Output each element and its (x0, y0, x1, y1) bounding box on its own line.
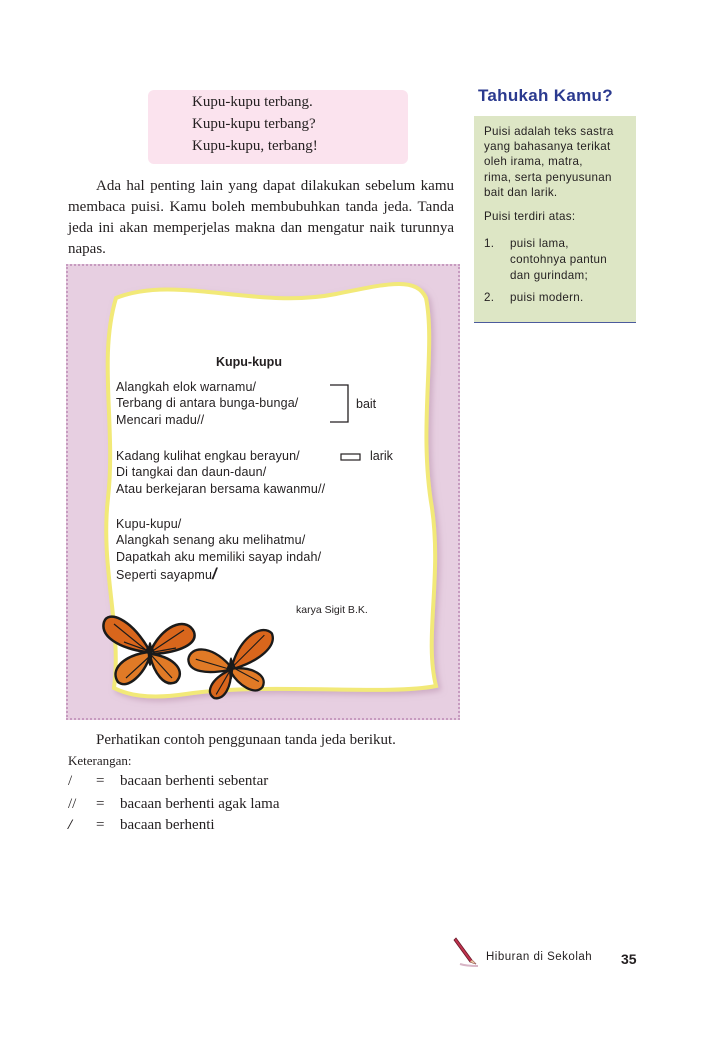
poem-line: Alangkah senang aku melihatmu/ (116, 533, 306, 547)
sidebar-item-1-num: 1. (484, 237, 495, 250)
legend-eq-3: = (96, 817, 105, 833)
larik-marker-icon (340, 452, 362, 462)
poem-line: Kadang kulihat engkau berayun/ (116, 449, 300, 463)
legend-desc-2: bacaan berhenti agak lama (120, 796, 280, 812)
quote-line-1: Kupu-kupu terbang. (192, 94, 313, 110)
legend-eq-1: = (96, 773, 105, 789)
keterangan-label: Keterangan: (68, 753, 132, 768)
quote-box (148, 90, 408, 164)
poem-line-text: Seperti sayapmu (116, 568, 213, 582)
page-number: 35 (621, 951, 637, 967)
pencil-icon (452, 934, 480, 968)
sidebar-item-1-line-3: dan gurindam; (510, 269, 589, 282)
sidebar-def-3: oleh irama, matra, (484, 155, 583, 168)
sidebar-def-2: yang bahasanya terikat (484, 140, 611, 153)
intro-paragraph (68, 176, 454, 260)
poem-line: Kupu-kupu/ (116, 517, 182, 531)
butterfly-icon (182, 624, 280, 700)
intro-text: Ada hal penting lain yang dapat dilakukan sebelum kamu membaca puisi. Kamu boleh membubuhkan tanda jeda. Tanda jeda ini akan memperjelas makna dan mengatur naik turunnya napas. (68, 178, 454, 257)
legend-symbol-2: // (68, 796, 77, 812)
poem-line: Terbang di antara bunga-bunga/ (116, 396, 299, 410)
legend-desc-1: bacaan berhenti sebentar (120, 773, 269, 789)
sidebar-def-1: Puisi adalah teks sastra (484, 125, 614, 138)
sidebar-item-1-line-1: puisi lama, (510, 237, 569, 250)
poem-line (116, 566, 217, 584)
sidebar-item-1-line-2: contohnya pantun (510, 253, 607, 266)
sidebar-def-4: rima, serta penyusunan (484, 171, 612, 184)
legend-symbol-1: / (68, 773, 73, 789)
legend-symbol-3: / (68, 817, 73, 833)
poem-line: Mencari madu// (116, 413, 205, 427)
sidebar-item-2-num: 2. (484, 291, 495, 304)
poem-title: Kupu-kupu (216, 355, 282, 369)
final-pause-mark: / (212, 566, 217, 583)
label-bait: bait (356, 397, 377, 411)
poem-author: karya Sigit B.K. (296, 604, 368, 616)
label-larik: larik (370, 449, 393, 463)
poem-line: Atau berkejaran bersama kawanmu// (116, 482, 326, 496)
legend-desc-3: bacaan berhenti (120, 817, 215, 833)
sidebar-title: Tahukah Kamu? (478, 86, 613, 105)
poem-line: Alangkah elok warnamu/ (116, 380, 257, 394)
sidebar-item-2-line-1: puisi modern. (510, 291, 584, 304)
sidebar-def-5: bait dan larik. (484, 186, 558, 199)
poem-line: Di tangkai dan daun-daun/ (116, 465, 267, 479)
sidebar-box (474, 116, 636, 323)
poem-line: Dapatkah aku memiliki sayap indah/ (116, 550, 322, 564)
legend-eq-2: = (96, 796, 105, 812)
quote-line-2: Kupu-kupu terbang? (192, 116, 316, 132)
quote-line-3: Kupu-kupu, terbang! (192, 138, 318, 154)
sidebar-consists: Puisi terdiri atas: (484, 210, 576, 223)
footer-book-title: Hiburan di Sekolah (486, 951, 593, 963)
example-intro: Perhatikan contoh penggunaan tanda jeda berikut. (96, 732, 396, 748)
bait-bracket-icon (328, 384, 352, 424)
